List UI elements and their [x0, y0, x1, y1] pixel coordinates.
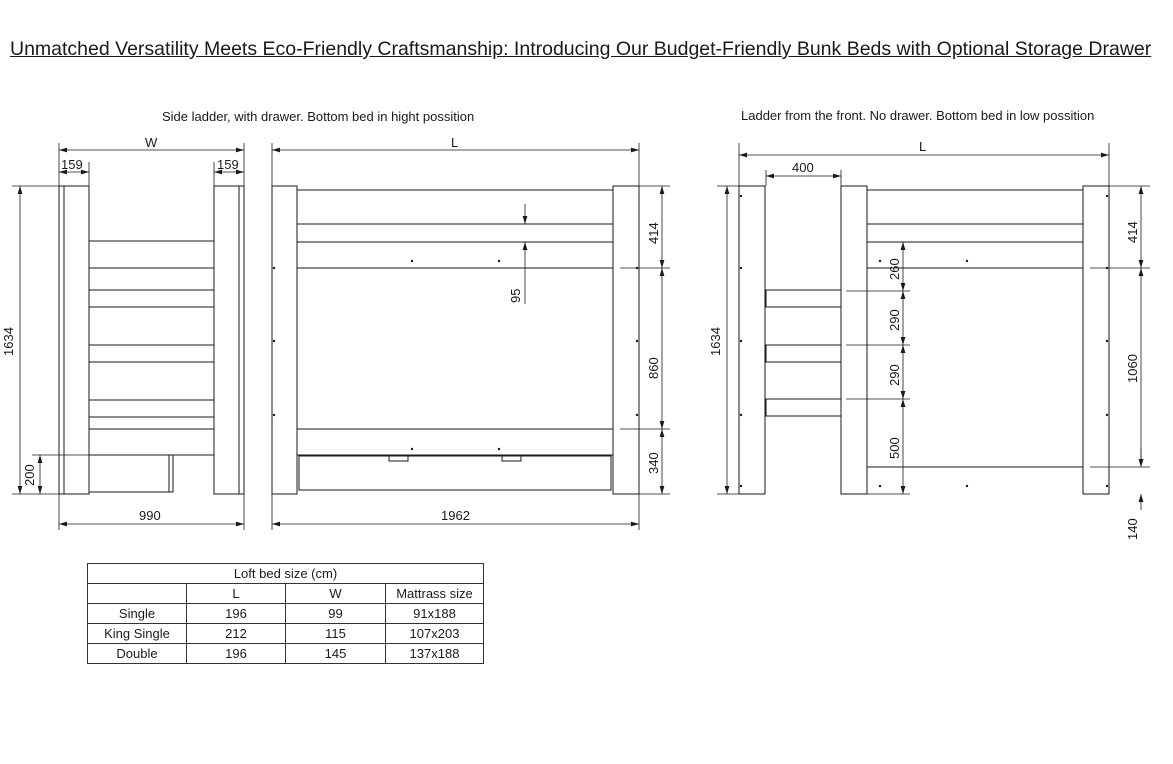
right-view-caption: Ladder from the front. No drawer. Bottom bed in low possition	[741, 108, 1095, 123]
header-cell: W	[286, 584, 386, 604]
header-cell	[88, 584, 187, 604]
end-post	[1083, 186, 1109, 494]
dim-clearance: 140	[1125, 518, 1140, 540]
long-side-view	[272, 186, 639, 494]
table-cell: 137x188	[386, 644, 484, 664]
dim-w: W	[145, 135, 158, 150]
size-table	[87, 563, 484, 664]
dim-rail-gap: 95	[508, 288, 523, 303]
ladder-step-3	[766, 399, 841, 416]
dim-height-right: 1634	[708, 327, 723, 356]
drawer-side	[89, 455, 173, 492]
front-ladder-view	[739, 186, 1109, 494]
dim-ladder-offset: 400	[792, 160, 814, 175]
dim-l-left: L	[451, 135, 459, 150]
left-end-post	[272, 186, 297, 494]
table-cell: 196	[187, 644, 286, 664]
right-end-post	[613, 186, 639, 494]
left-view-caption: Side ladder, with drawer. Bottom bed in hight possition	[162, 109, 475, 124]
ladder-step-2	[766, 345, 841, 362]
header-cell: L	[187, 584, 286, 604]
dim-length-total: 1962	[441, 508, 470, 523]
dim-bottom: 340	[646, 452, 661, 474]
dim-mid-right: 1060	[1125, 354, 1140, 383]
screw-dots	[273, 195, 1108, 487]
drawer-front	[299, 456, 611, 490]
ladder-left-post	[739, 186, 765, 494]
side-end-view	[59, 186, 244, 494]
dim-l-right: L	[919, 139, 927, 154]
diagram-title: Unmatched Versatility Meets Eco-Friendly Craftsmanship: Introducing Our Budget-Friendly Bunk Beds with Optional Storage Drawer	[10, 38, 1152, 60]
dim-step-3: 290	[887, 364, 902, 386]
table-cell: 99	[286, 604, 386, 624]
dim-step-4: 500	[887, 437, 902, 459]
dim-top-rail-right: 414	[1125, 221, 1140, 243]
table-row	[88, 644, 484, 664]
table-cell: King Single	[88, 624, 187, 644]
ladder-step-1	[766, 290, 841, 307]
size-table-title: Loft bed size (cm)	[88, 564, 484, 584]
header-cell: Mattrass size	[386, 584, 484, 604]
table-cell: 115	[286, 624, 386, 644]
table-cell: Double	[88, 644, 187, 664]
table-cell: 91x188	[386, 604, 484, 624]
dim-width-total: 990	[139, 508, 161, 523]
dim-post-left: 159	[61, 157, 83, 172]
table-cell: 145	[286, 644, 386, 664]
table-cell: Single	[88, 604, 187, 624]
table-row	[88, 624, 484, 644]
table-cell: 212	[187, 624, 286, 644]
table-row	[88, 604, 484, 624]
dim-mid: 860	[646, 357, 661, 379]
dim-step-2: 290	[887, 309, 902, 331]
dim-drawer-height: 200	[22, 464, 37, 486]
dim-post-right: 159	[217, 157, 239, 172]
table-cell: 196	[187, 604, 286, 624]
dim-height-left: 1634	[1, 327, 16, 356]
dim-step-1: 260	[887, 258, 902, 280]
ladder-right-post	[841, 186, 867, 494]
table-cell: 107x203	[386, 624, 484, 644]
dim-top-rail: 414	[646, 222, 661, 244]
